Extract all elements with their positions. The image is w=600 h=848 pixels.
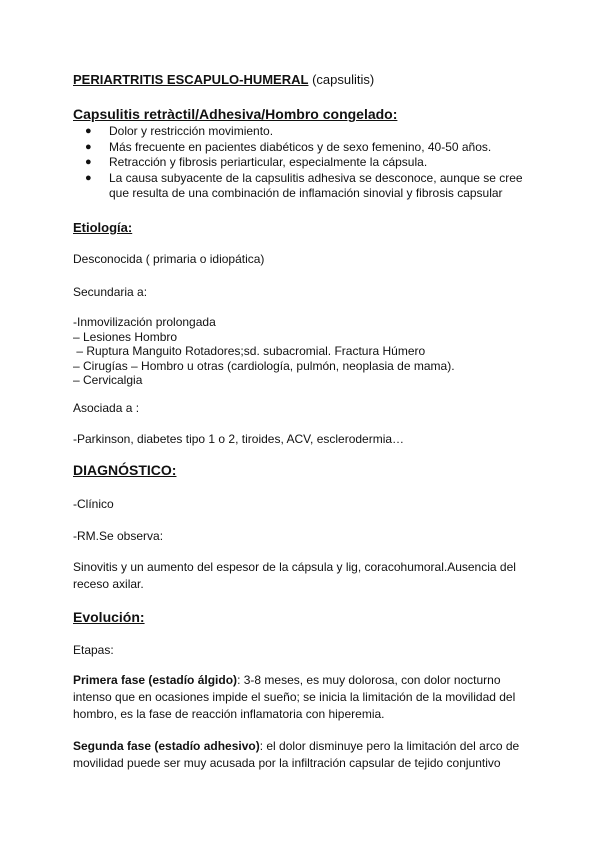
etiologia-secondary-list	[73, 315, 455, 388]
document-title	[73, 72, 374, 87]
list-item-text: Retracción y fibrosis periarticular, especialmente la cápsula.	[109, 155, 428, 170]
etiologia-associated-label: Asociada a :	[73, 401, 140, 415]
capsulitis-bullet-list	[73, 124, 543, 202]
diagnostico-findings: Sinovitis y un aumento del espesor de la cápsula y lig, coracohumoral.Ausencia del receso axilar.	[73, 560, 516, 591]
bullet-icon: ●	[85, 171, 92, 184]
etiologia-associated-text: -Parkinson, diabetes tipo 1 o 2, tiroides, ACV, esclerodermia…	[73, 432, 405, 446]
list-item	[73, 155, 543, 171]
bullet-icon: ●	[85, 125, 92, 137]
list-item: – Ruptura Manguito Rotadores;sd. subacromial. Fractura Húmero	[73, 344, 426, 358]
list-item-text: Dolor y restricción movimiento.	[109, 124, 274, 138]
phase-2-text: : el dolor disminuye pero la limitación del arco de movilidad puede ser muy acusada por la infiltración capsular de tejido conjuntivo	[73, 739, 520, 770]
list-item: – Cirugías – Hombro u otras (cardiología, pulmón, neoplasia de mama).	[73, 358, 455, 373]
evolucion-etapas-label: Etapas:	[73, 643, 114, 657]
document-title-suffix: (capsulitis)	[308, 72, 375, 87]
list-item	[73, 124, 543, 140]
list-item-text: La causa subyacente de la capsulitis adhesiva se desconoce, aunque se cree que resulta de una combinación de inflamación sinovial y fibrosis capsular	[109, 170, 523, 201]
list-item	[73, 171, 543, 202]
document-title-main: PERIARTRITIS ESCAPULO-HUMERAL	[73, 72, 309, 87]
diagnostico-rm: -RM.Se observa:	[73, 529, 164, 543]
bullet-icon: ●	[85, 156, 92, 169]
capsulitis-heading: Capsulitis retràctil/Adhesiva/Hombro congelado:	[73, 106, 398, 122]
list-item-text: Más frecuente en pacientes diabéticos y de sexo femenino, 40-50 años.	[109, 139, 492, 154]
bullet-icon: ●	[85, 140, 92, 153]
list-item: – Lesiones Hombro	[73, 329, 178, 344]
diagnostico-heading: DIAGNÓSTICO:	[73, 462, 177, 478]
list-item: – Cervicalgia	[73, 373, 143, 387]
list-item: -Inmovilización prolongada	[73, 315, 216, 329]
etiologia-secondary-label: Secundaria a:	[73, 285, 148, 299]
evolucion-heading: Evolución:	[73, 609, 145, 625]
evolucion-phase-1	[73, 672, 528, 723]
phase-2-title: Segunda fase (estadío adhesivo)	[73, 739, 260, 753]
phase-1-text: : 3-8 meses, es muy dolorosa, con dolor nocturno intenso que en ocasiones impide el sueño; se inicia la limitación de la movilidad del hombro, es la fase de reacción inflamatoria con hiperemia.	[73, 673, 516, 721]
list-item	[73, 140, 543, 156]
evolucion-phase-2	[73, 738, 528, 772]
etiologia-primary: Desconocida ( primaria o idiopática)	[73, 252, 265, 266]
diagnostico-clinico: -Clínico	[73, 497, 114, 511]
phase-1-title: Primera fase (estadío álgido)	[73, 673, 238, 687]
etiologia-heading: Etiología:	[73, 220, 133, 235]
